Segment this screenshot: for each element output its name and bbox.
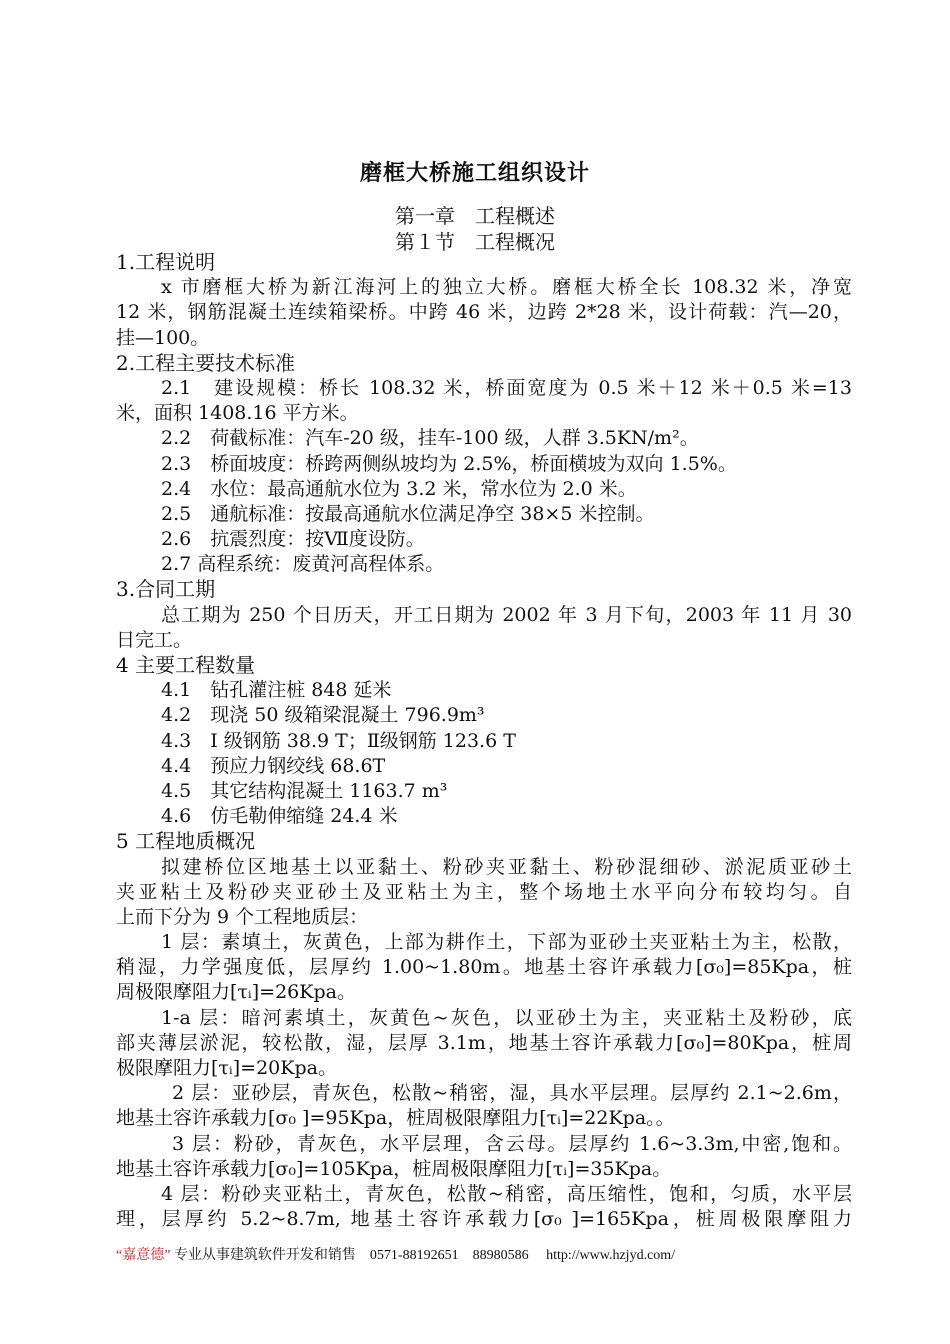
body-text-line: 2.2 荷截标准：汽车-20 级，挂车-100 级，人群 3.5KN/m²。 bbox=[161, 427, 699, 450]
body-text-line: 4.1 钻孔灌注桩 848 延米 bbox=[161, 679, 392, 702]
document-title: 磨框大桥施工组织设计 bbox=[359, 160, 590, 186]
body-text-line: 总工期为 250 个日历天，开工日期为 2002 年 3 月下旬，2003 年 11 月 30 bbox=[161, 603, 852, 626]
body-text-line: 拟建桥位区地基土以亚黏土、粉砂夹亚黏土、粉砂混细砂、淤泥质亚砂土 bbox=[161, 855, 852, 878]
body-text-line: 地基土容许承载力[σ₀]=105Kpa，桩周极限摩阻力[τᵢ]=35Kpa。 bbox=[116, 1157, 672, 1180]
body-text-line: 2.7 高程系统：废黄河高程体系。 bbox=[161, 553, 445, 576]
body-text-line: 2.3 桥面坡度：桥跨两侧纵坡均为 2.5%，桥面横坡为双向 1.5%。 bbox=[161, 452, 737, 475]
section-heading-line: 4 主要工程数量 bbox=[116, 653, 256, 677]
body-text-line: 极限摩阻力[τᵢ]=20Kpa。 bbox=[116, 1057, 337, 1079]
body-text-line: 理，层厚约 5.2~8.7m, 地基土容许承载力[σ₀ ]=165Kpa，桩周极限摩阻力 bbox=[116, 1208, 852, 1231]
body-text-line: 周极限摩阻力[τᵢ]=26Kpa。 bbox=[116, 981, 356, 1004]
body-text-line: 4.6 仿毛勒伸缩缝 24.4 米 bbox=[161, 805, 398, 828]
section-heading-line: 3.合同工期 bbox=[116, 577, 216, 602]
body-text-line: 12 米，钢筋混凝土连续箱梁桥。中跨 46 米，边跨 2*28 米，设计荷载：汽—20， bbox=[116, 301, 852, 324]
chapter-heading: 第一章 工程概述 bbox=[395, 204, 555, 228]
body-text-line: 1-a 层：暗河素填土，灰黄色~灰色，以亚砂土为主，夹亚粘土及粉砂，底 bbox=[161, 1006, 852, 1029]
body-text-line: 2.1 建设规模：桥长 108.32 米，桥面宽度为 0.5 米＋12 米＋0.5 米=13 bbox=[161, 376, 852, 399]
body-text-line: 2.4 水位：最高通航水位为 3.2 米，常水位为 2.0 米。 bbox=[161, 477, 637, 500]
body-text-line: 2 层：亚砂层，青灰色，松散~稍密，湿，具水平层理。层厚约 2.1~2.6m， bbox=[172, 1082, 852, 1105]
section-heading-line: 5 工程地质概况 bbox=[116, 829, 256, 854]
body-text-line: 挂—100。 bbox=[116, 326, 210, 349]
body-text-line: 4.2 现浇 50 级箱梁混凝土 796.9m³ bbox=[161, 704, 485, 727]
body-text-line: 4 层：粉砂夹亚粘土，青灰色，松散~稍密，高压缩性，饱和，匀质，水平层 bbox=[161, 1182, 852, 1205]
section-heading-line: 1.工程说明 bbox=[116, 250, 216, 274]
body-text-line: 地基土容许承载力[σ₀ ]=95Kpa，桩周极限摩阻力[τᵢ]=22Kpa。。 bbox=[116, 1107, 675, 1130]
body-text-line: 2.6 抗震烈度：按Ⅶ度设防。 bbox=[161, 528, 425, 551]
body-text-line: 3 层：粉砂，青灰色，水平层理，含云母。层厚约 1.6~3.3m,中密,饱和。 bbox=[172, 1132, 852, 1155]
body-text-line: 4.3 Ⅰ 级钢筋 38.9 T；Ⅱ级钢筋 123.6 T bbox=[161, 729, 516, 752]
footer-brand: “嘉意德” bbox=[116, 1248, 171, 1263]
body-text-line: 部夹薄层淤泥，较松散，湿，层厚 3.1m，地基土容许承载力[σ₀]=80Kpa，桩周 bbox=[116, 1031, 852, 1054]
body-text-line: 4.4 预应力钢绞线 68.6T bbox=[161, 754, 386, 777]
body-text-line: 日完工。 bbox=[116, 628, 193, 651]
document-body bbox=[116, 250, 852, 1232]
body-text-line: 夹亚粘土及粉砂夹亚砂土及亚粘土为主，整个场地土水平向分布较均匀。自 bbox=[116, 880, 852, 903]
body-text-line: 稍湿，力学强度低，层厚约 1.00~1.80m。地基土容许承载力[σ₀]=85Kpa，桩 bbox=[116, 956, 852, 979]
body-text-line: 2.5 通航标准：按最高通航水位满足净空 38×5 米控制。 bbox=[161, 502, 655, 525]
body-text-line: 1 层：素填土，灰黄色，上部为耕作土，下部为亚砂土夹亚粘土为主，松散， bbox=[161, 931, 852, 954]
footer-contact: 专业从事建筑软件开发和销售 0571-88192651 88980586 http://www.hzjyd.com/ bbox=[170, 1248, 676, 1263]
body-text-line: x 市磨框大桥为新江海河上的独立大桥。磨框大桥全长 108.32 米，净宽 bbox=[161, 276, 852, 299]
section-heading-line: 2.工程主要技术标准 bbox=[116, 350, 296, 375]
body-text-line: 上而下分为 9 个工程地质层： bbox=[116, 905, 369, 928]
body-text-line: 米，面积 1408.16 平方米。 bbox=[116, 402, 359, 425]
page-footer bbox=[116, 1244, 876, 1264]
body-text-line: 4.5 其它结构混凝土 1163.7 m³ bbox=[161, 779, 448, 802]
section-heading: 第１节 工程概况 bbox=[395, 230, 555, 254]
